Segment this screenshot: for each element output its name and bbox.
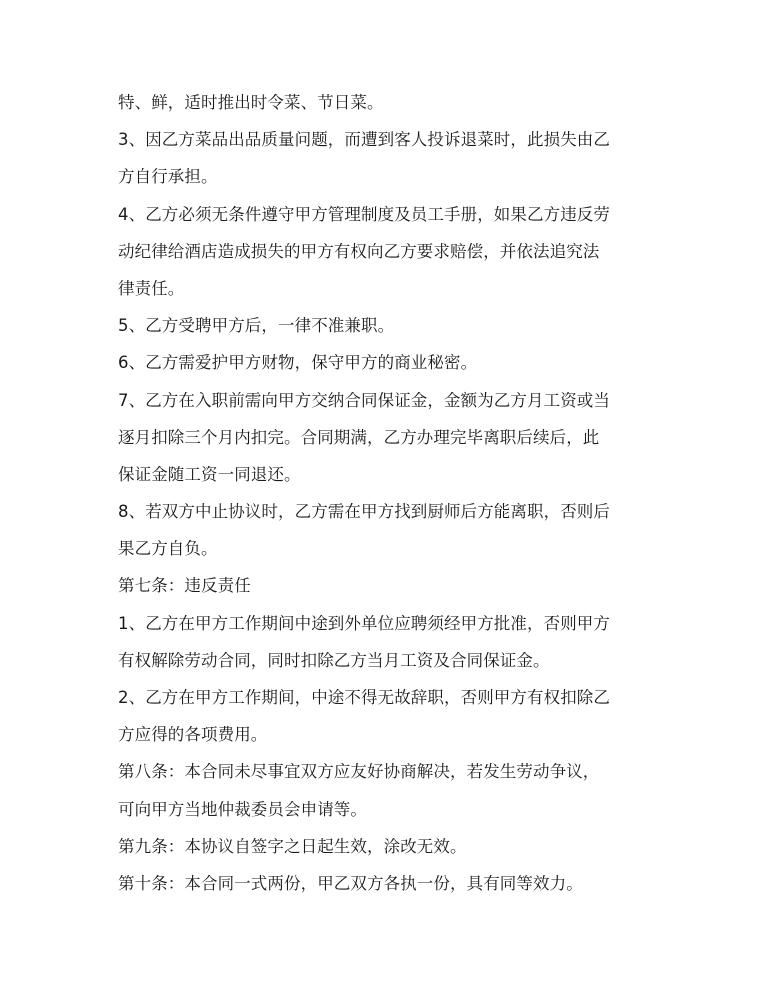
section-heading: 第七条：违反责任 bbox=[118, 576, 251, 596]
text-line: 第十条：本合同一式两份，甲乙双方各执一份，具有同等效力。 bbox=[118, 873, 583, 893]
text-line: 特、鲜，适时推出时令菜、节日菜。 bbox=[118, 93, 384, 112]
text-line: 1、乙方在甲方工作期间中途到外单位应聘须经甲方批准，否则甲方 bbox=[118, 613, 610, 633]
text-line: 果乙方自负。 bbox=[118, 539, 218, 559]
text-line: 动纪律给酒店造成损失的甲方有权向乙方要求赔偿，并依法追究法 bbox=[118, 241, 600, 261]
document-page bbox=[118, 84, 658, 902]
text-line: 可向甲方当地仲裁委员会申请等。 bbox=[118, 799, 367, 819]
text-line: 保证金随工资一同退还。 bbox=[118, 464, 301, 484]
text-line: 8、若双方中止协议时，乙方需在甲方找到厨师后方能离职，否则后 bbox=[118, 502, 610, 522]
text-line: 第九条：本协议自签字之日起生效，涂改无效。 bbox=[118, 836, 467, 856]
text-line: 2、乙方在甲方工作期间，中途不得无故辞职，否则甲方有权扣除乙 bbox=[118, 688, 610, 707]
text-line: 逐月扣除三个月内扣完。合同期满，乙方办理完毕离职后续后，此 bbox=[118, 427, 600, 447]
text-line: 4、乙方必须无条件遵守甲方管理制度及员工手册，如果乙方违反劳 bbox=[118, 204, 610, 224]
text-line: 有权解除劳动合同，同时扣除乙方当月工资及合同保证金。 bbox=[118, 650, 550, 670]
text-line: 6、乙方需爱护甲方财物，保守甲方的商业秘密。 bbox=[118, 353, 478, 373]
text-line: 方自行承担。 bbox=[118, 167, 218, 187]
text-line: 7、乙方在入职前需向甲方交纳合同保证金，金额为乙方月工资或当 bbox=[118, 390, 610, 410]
text-line: 5、乙方受聘甲方后，一律不准兼职。 bbox=[118, 316, 395, 336]
text-line: 第八条：本合同未尽事宜双方应友好协商解决，若发生劳动争议， bbox=[118, 762, 600, 782]
text-line: 3、因乙方菜品出品质量问题，而遭到客人投诉退菜时，此损失由乙 bbox=[118, 130, 610, 150]
text-line: 方应得的各项费用。 bbox=[118, 725, 268, 745]
text-line: 律责任。 bbox=[118, 278, 185, 298]
